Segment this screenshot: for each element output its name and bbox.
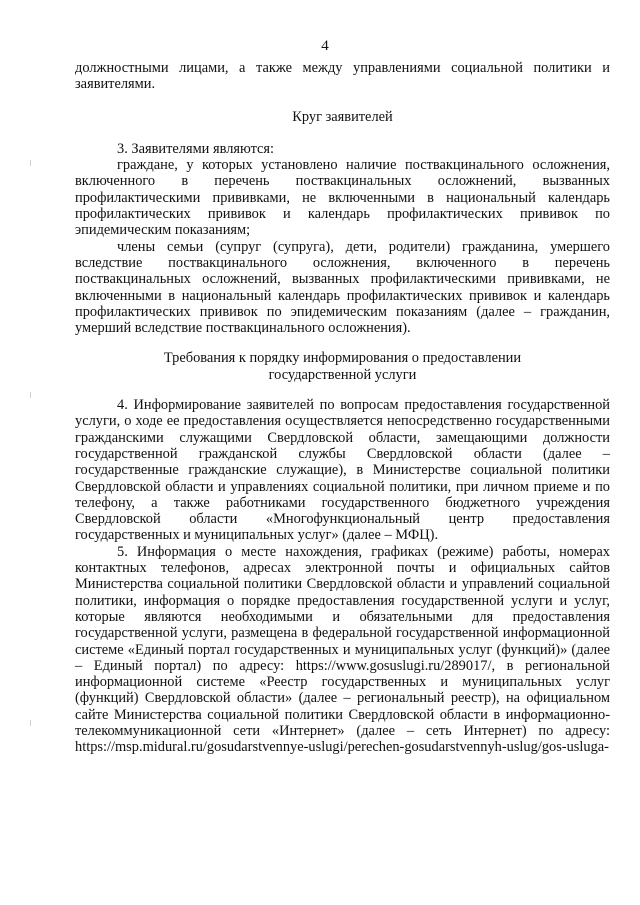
item-4-paragraph: 4. Информирование заявителей по вопросам предоставления государственной услуги, о ходе ее предоставления осуществляется непосредственно государственными гражданскими служащими Свердловской области, замещающими должности государственной гражданской службы Свердловской области (далее – государственные гражданские служащие), в Министерстве социальной политики Свердловской области и управлениях социальной политики, при личном приеме и по телефону, а также работниками государственного бюджетного учреждения Свердловской области «Многофункциональный центр предоставления государственных и муниципальных услуг» (далее – МФЦ). [75, 397, 610, 544]
scan-margin-mark [30, 160, 31, 166]
scan-margin-mark [30, 720, 31, 726]
section-heading-info-line-1: Требования к порядку информирования о предоставлении [163, 350, 522, 367]
item-3-lead: 3. Заявителями являются: [117, 140, 275, 157]
document-body [75, 60, 610, 756]
section-heading-applicants: Круг заявителей [292, 108, 393, 125]
page-number: 4 [321, 38, 329, 54]
scan-margin-mark [30, 392, 31, 398]
item-5-paragraph: 5. Информация о месте нахождения, графиках (режиме) работы, номерах контактных телефонов, адресах электронной почты и официальных сайтов Министерства социальной политики Свердловской области и управлений социальной политики, информация о порядке предоставления государственной услуги и услуг, которые являются необходимыми и обязательными для предоставления государственной услуги, размещена в федеральной государственной информационной системе «Единый портал государственных и муниципальных услуг (функций)» (далее – Единый портал) по адресу: https://www.gosuslugi.ru/289017/, в региональной информационной системе «Реестр государственных и муниципальных услуг (функций) Свердловской области» (далее – региональный реестр), на официальном сайте Министерства социальной политики Свердловской области в информационно-телекоммуникационной сети «Интернет» (далее – сеть Интернет) по адресу: https://msp.midural.ru/gosudarstvennye-uslugi/perechen-gosudarstvennyh-uslug/gos-usluga- [75, 543, 610, 756]
item-3-paragraph-1: граждане, у которых установлено наличие поствакцинального осложнения, включенного в перечень поствакцинальных осложнений, вызванных профилактическими прививками, не включенными в национальный календарь профилактических прививок и календарь профилактических прививок по эпидемическим показаниям; [75, 157, 610, 239]
item-3-paragraph-2: члены семьи (супруг (супруга), дети, родители) гражданина, умершего вследствие поствакцинального осложнения, включенного в перечень поствакцинальных осложнений, вызванных профилактическими прививками, не включенными в национальный календарь профилактических прививок и календарь профилактических прививок по эпидемическим показаниям (далее – гражданин, умерший вследствие поствакцинального осложнения). [75, 238, 610, 337]
section-heading-info-line-2: государственной услуги [268, 366, 417, 383]
intro-paragraph: должностными лицами, а также между управлениями социальной политики и заявителями. [75, 60, 610, 93]
